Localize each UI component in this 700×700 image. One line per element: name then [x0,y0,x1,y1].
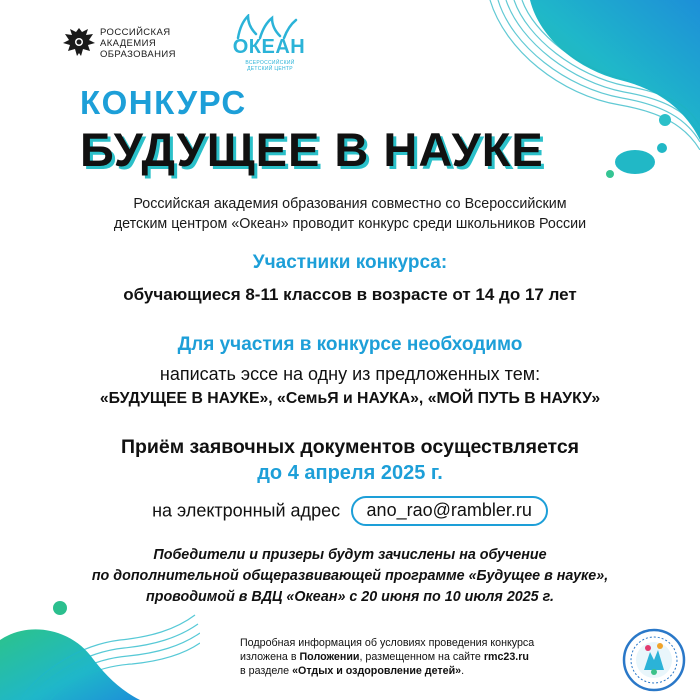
footer-text: , размещенном на сайте [359,651,484,663]
footer-text: в разделе [240,665,293,677]
okean-subtitle-line: ВСЕРОССИЙСКИЙ [245,60,295,66]
okean-logo-subtitle [232,60,308,72]
winners-line: по дополнительной общеразвивающей программе «Будущее в науке», [91,568,609,584]
essay-topics: «БУДУЩЕЕ В НАУКЕ», «СемьЯ и НАУКА», «МОЙ ПУТЬ В НАУКУ» [99,390,601,407]
footer-text: . [461,665,465,677]
deadline-text: Приём заявочных документов осуществляется [120,436,580,458]
footer-line [240,664,534,678]
email-address-link[interactable]: ano_rao@rambler.ru [351,496,548,526]
okean-logo [230,14,310,78]
contest-label: КОНКУРС [80,84,247,121]
winners-line: проводимой в ВДЦ «Океан» с 20 июня по 10 июля 2025 г. [145,589,555,605]
rao-logo-line: РОССИЙСКАЯ [100,27,171,38]
site-link[interactable]: rmc23.ru [483,651,529,663]
rao-logo-line: АКАДЕМИЯ [100,38,157,49]
intro-line: детским центром «Океан» проводит конкурс среди школьников России [113,216,587,232]
okean-logo-word: ОКЕАН [232,36,306,58]
rao-logo-line: ОБРАЗОВАНИЯ [100,49,176,60]
requirement-text: написать эссе на одну из предложенных тем: [159,364,541,384]
requirement-heading: Для участия в конкурсе необходимо [177,334,523,355]
winners-text [0,545,700,608]
intro-line: Российская академия образования совместно со Всероссийским [133,196,567,212]
winners-line: Победители и призеры будут зачислены на обучение [153,547,547,563]
decorative-dots [600,140,670,180]
email-prefix: на электронный адрес [152,500,341,521]
rao-logo [62,22,182,64]
footer-line: Подробная информация об условиях проведения конкурса [240,637,535,649]
footer-info [240,636,534,678]
participants-heading: Участники конкурса: [252,252,448,273]
intro-text [0,194,700,234]
section-name: «Отдых и оздоровление детей» [292,665,462,677]
deadline-date: до 4 апреля 2025 г. [257,462,443,484]
okean-subtitle-line: ДЕТСКИЙ ЦЕНТР [247,66,293,72]
main-title: БУДУЩЕЕ В НАУКЕ [80,123,544,176]
double-headed-eagle-icon [62,24,96,60]
footer-line [240,650,534,664]
regional-center-emblem-icon [622,628,686,692]
email-row [0,496,700,526]
footer-text: изложена в [240,651,300,663]
participants-text: обучающиеся 8-11 классов в возрасте от 14 до 17 лет [123,285,577,304]
regulation-link[interactable]: Положении [299,651,360,663]
rao-logo-text [100,27,176,60]
